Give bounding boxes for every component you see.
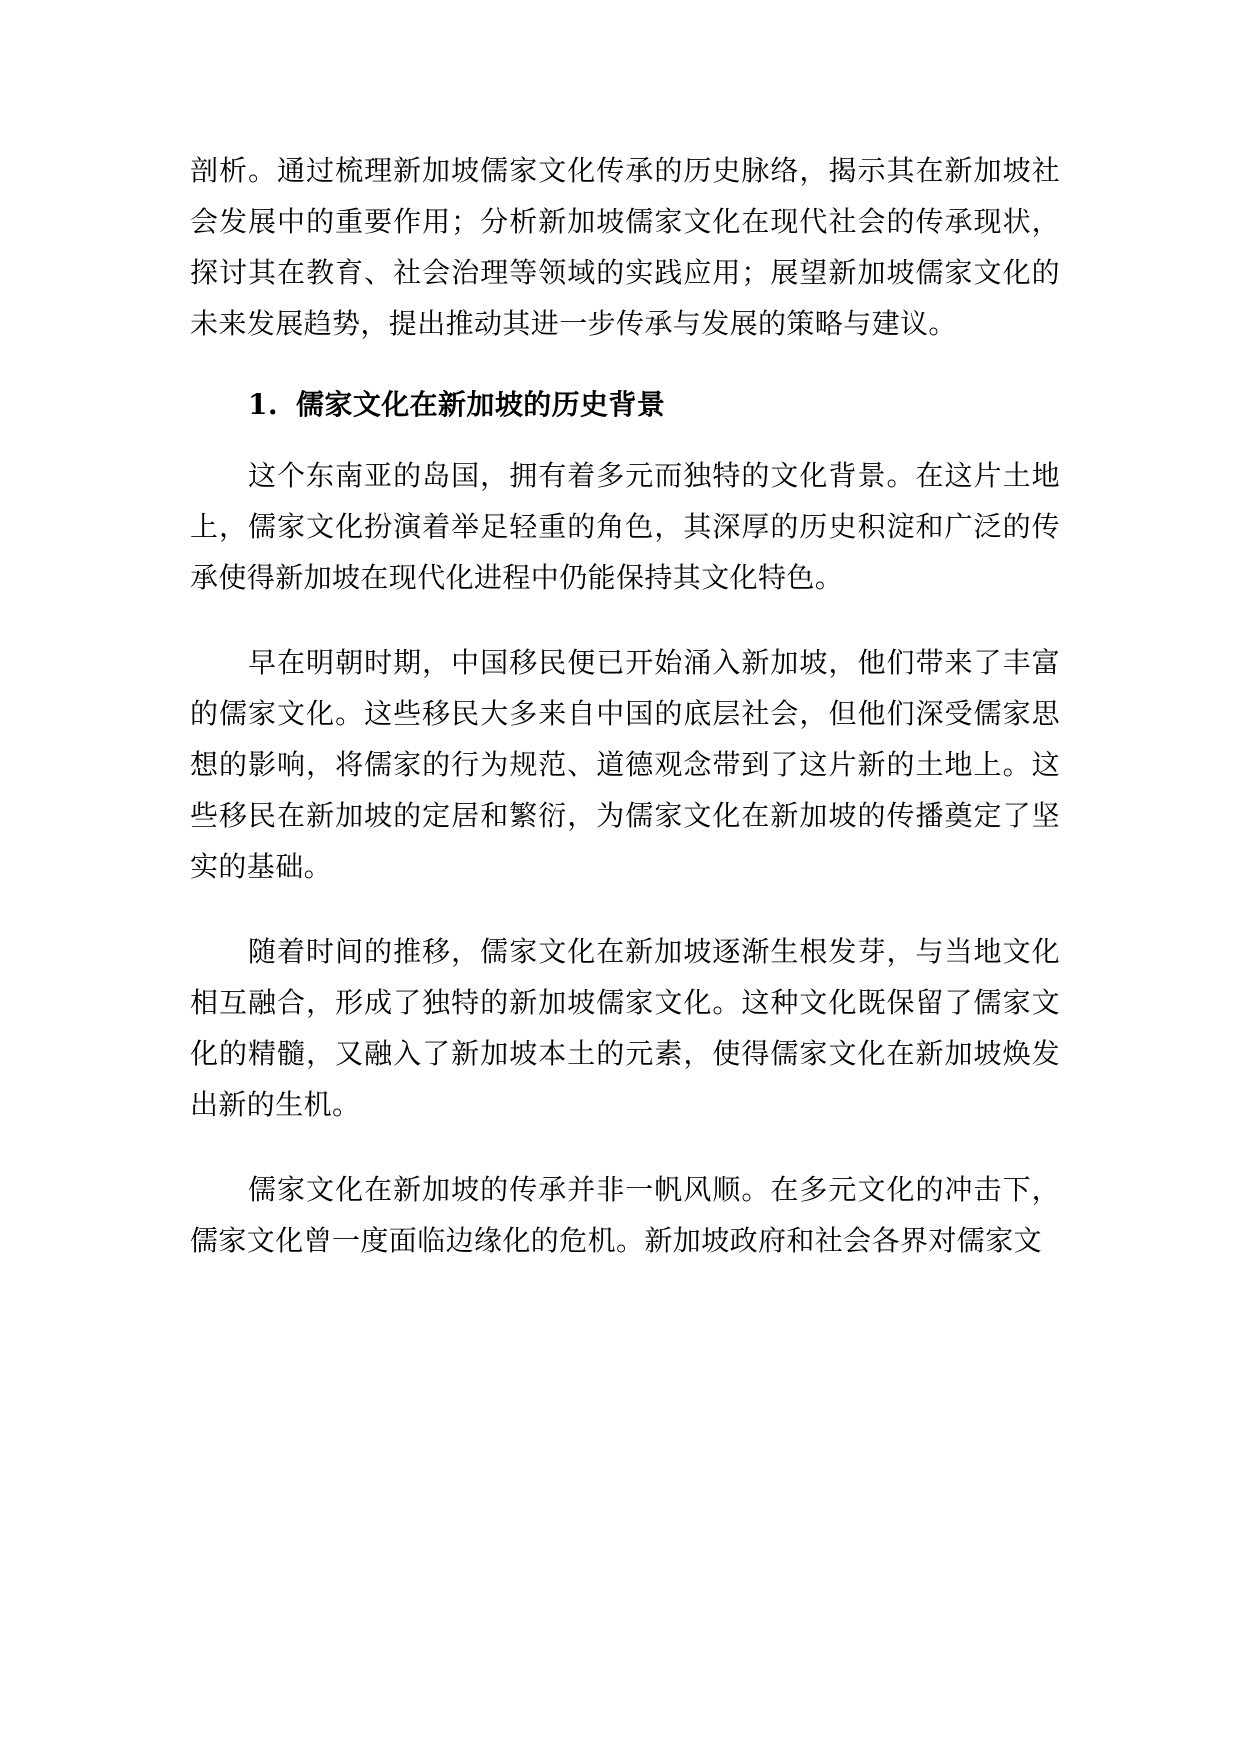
body-paragraph: 这个东南亚的岛国，拥有着多元而独特的文化背景。在这片土地上，儒家文化扮演着举足轻重的角色，其深厚的历史积淀和广泛的传承使得新加坡在现代化进程中仍能保持其文化特色。 (190, 459, 1060, 594)
body-paragraph: 儒家文化在新加坡的传承并非一帆风顺。在多元文化的冲击下，儒家文化曾一度面临边缘化的危机。新加坡政府和社会各界对儒家文 (190, 1173, 1060, 1257)
body-paragraph: 早在明朝时期，中国移民便已开始涌入新加坡，他们带来了丰富的儒家文化。这些移民大多来自中国的底层社会，但他们深受儒家思想的影响，将儒家的行为规范、道德观念带到了这片新的土地上。这些移民在新加坡的定居和繁衍，为儒家文化在新加坡的传播奠定了坚实的基础。 (190, 646, 1060, 883)
section-number: 1. (248, 388, 279, 421)
section-heading (190, 379, 1060, 430)
intro-paragraph: 剖析。通过梳理新加坡儒家文化传承的历史脉络，揭示其在新加坡社会发展中的重要作用；分析新加坡儒家文化在现代社会的传承现状，探讨其在教育、社会治理等领域的实践应用；展望新加坡儒家文化的未来发展趋势，提出推动其进一步传承与发展的策略与建议。 (190, 154, 1060, 340)
body-paragraph: 随着时间的推移，儒家文化在新加坡逐渐生根发芽，与当地文化相互融合，形成了独特的新加坡儒家文化。这种文化既保留了儒家文化的精髓，又融入了新加坡本土的元素，使得儒家文化在新加坡焕发出新的生机。 (190, 935, 1060, 1121)
section-title: 儒家文化在新加坡的历史背景 (296, 388, 666, 421)
document-page (190, 145, 1060, 1266)
